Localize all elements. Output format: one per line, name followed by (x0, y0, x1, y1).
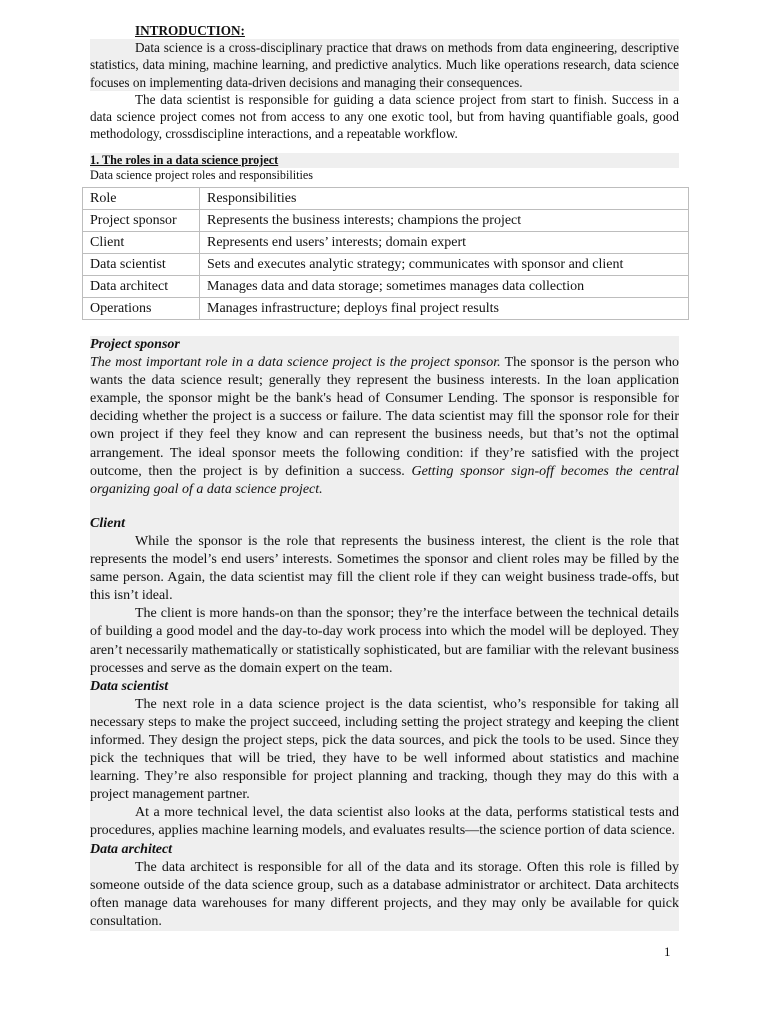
sponsor-heading: Project sponsor (90, 337, 180, 352)
table-header-cell: Role (83, 188, 200, 210)
table-cell-responsibility: Represents end users’ interests; domain expert (200, 232, 689, 254)
table-cell-responsibility: Manages data and data storage; sometimes manages data collection (200, 276, 689, 298)
introduction-section (90, 22, 679, 142)
table-cell-responsibility: Manages infrastructure; deploys final project results (200, 298, 689, 320)
table-row (83, 232, 689, 254)
intro-paragraph-2: The data scientist is responsible for guiding a data science project from start to finish. Success in a data science project comes not from access to any one exotic tool, but from having quantifiable goals, good methodology, crossdiscipline interactions, and a repeatable workflow. (90, 91, 679, 142)
client-paragraph-1: While the sponsor is the role that represents the business interest, the client is the role that represents the model’s end users’ interests. Sometimes the sponsor and client roles may be filled by the same person. Again, the data scientist may fill the client role if they can weight business trade-offs, but this isn’t ideal. (90, 533, 679, 604)
table-header-cell: Responsibilities (200, 188, 689, 210)
table-cell-role: Client (83, 232, 200, 254)
table-cell-role: Data architect (83, 276, 200, 298)
client-paragraph-2: The client is more hands-on than the sponsor; they’re the interface between the technical details of building a good model and the day-to-day work process into which the model will be deployed. They aren’t necessarily mathematically or statistically sophisticated, but are familiar with the relevant business processes and serve as the domain expert on the team. (90, 606, 679, 676)
introduction-title: INTRODUCTION: (135, 23, 245, 38)
table-row (83, 254, 689, 276)
data-scientist-paragraph-2: At a more technical level, the data scientist also looks at the data, performs statistical tests and procedures, applies machine learning models, and evaluates results—the science portion of data science. (90, 805, 679, 839)
roles-section-heading: 1. The roles in a data science project (90, 153, 679, 168)
roles-table (82, 187, 689, 320)
table-header-row (83, 188, 689, 210)
roles-section-header (90, 153, 679, 183)
roles-table-caption: Data science project roles and responsibilities (90, 168, 314, 182)
table-cell-responsibility: Sets and executes analytic strategy; communicates with sponsor and client (200, 254, 689, 276)
sponsor-closing-sentence: Getting sponsor sign-off becomes the central organizing goal of a data science project. (90, 463, 679, 497)
table-cell-role: Operations (83, 298, 200, 320)
table-cell-responsibility: Represents the business interests; champions the project (200, 210, 689, 232)
data-architect-paragraph: The data architect is responsible for all of the data and its storage. Often this role is filled by someone outside of the data science group, such as a database administrator or architect. Data architects often manage data warehouses for many different projects, and they may only be available for quick consultation. (90, 859, 679, 929)
sponsor-body-text: The sponsor is the person who wants the data science result; generally they represent the business interests. In the loan application example, the sponsor might be the bank's head of Consumer Lending. The sponsor is responsible for deciding whether the project is a success or failure. The data scientist may fill the sponsor role for their own project if they feel they know and can represent the business needs, but that’s not the optimal arrangement. The ideal sponsor meets the following condition: if they’re satisfied with the project outcome, then the project is by definition a success. (90, 355, 679, 479)
sponsor-lead-sentence: The most important role in a data science project is the project sponsor. (90, 355, 501, 371)
sponsor-paragraph (90, 354, 679, 499)
client-heading: Client (90, 515, 126, 531)
data-architect-heading: Data architect (90, 841, 173, 857)
table-row (83, 210, 689, 232)
page-number: 1 (664, 944, 671, 959)
intro-paragraph-1: Data science is a cross-disciplinary practice that draws on methods from data engineering, descriptive statistics, data mining, machine learning, and predictive analytics. Much like operations research, data science focuses on implementing data-driven decisions and managing their consequences. (90, 40, 679, 90)
data-scientist-heading: Data scientist (90, 678, 169, 694)
roles-description-body (90, 336, 679, 931)
data-scientist-paragraph-1: The next role in a data science project is the data scientist, who’s responsible for taking all necessary steps to make the project succeed, including setting the project strategy and keeping the client informed. They design the project steps, pick the data sources, and pick the tools to be used. Since they pick the techniques that will be tried, they have to be well informed about statistics and machine learning. They’re also responsible for project planning and tracking, though they may do this with a project management partner. (90, 696, 679, 803)
spacer (90, 499, 679, 515)
table-row (83, 298, 689, 320)
table-row (83, 276, 689, 298)
table-cell-role: Project sponsor (83, 210, 200, 232)
table-cell-role: Data scientist (83, 254, 200, 276)
